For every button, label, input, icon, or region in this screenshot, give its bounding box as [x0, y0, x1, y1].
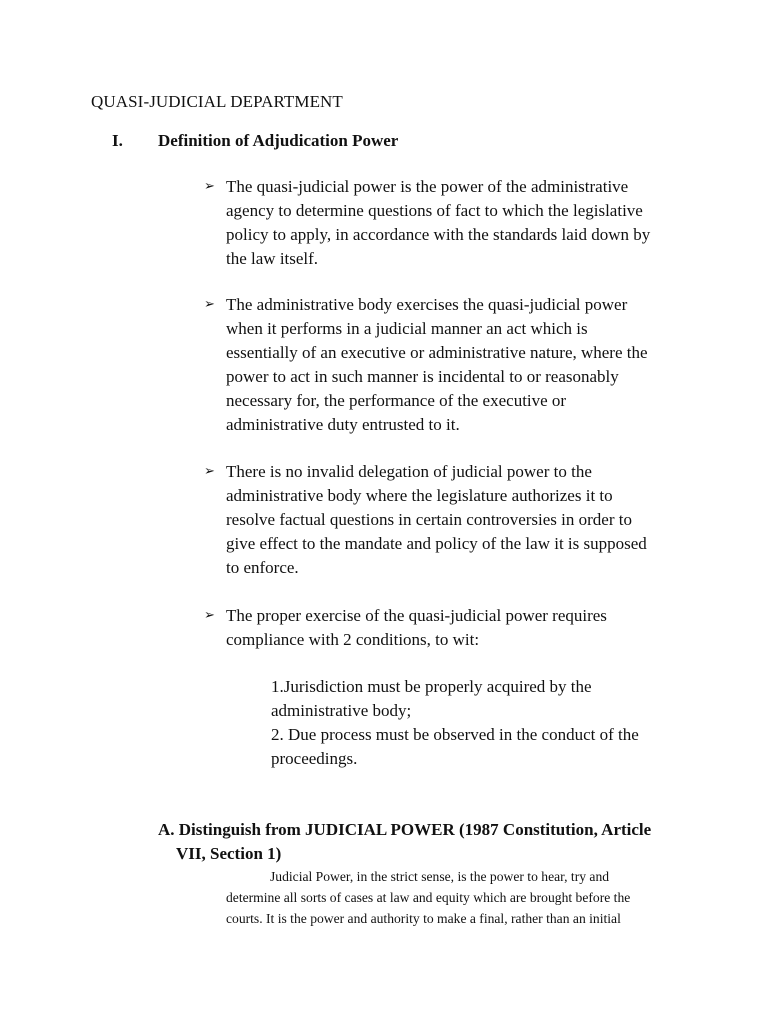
text-line: necessary for, the performance of the executive or — [226, 391, 567, 410]
text-line: to enforce. — [226, 558, 299, 577]
document-title: QUASI-JUDICIAL DEPARTMENT — [91, 92, 343, 111]
section-number: I. — [112, 131, 123, 150]
bullet-text — [226, 460, 686, 580]
text-line: There is no invalid delegation of judicial power to the — [226, 462, 592, 481]
text-line: compliance with 2 conditions, to wit: — [226, 630, 480, 649]
text-line: the law itself. — [226, 249, 319, 268]
text-line: resolve factual questions in certain controversies in order to — [226, 510, 632, 529]
text-line: administrative body where the legislature authorizes it to — [226, 486, 613, 505]
section-heading: Definition of Adjudication Power — [158, 131, 399, 150]
paragraph-line: courts. It is the power and authority to make a final, rather than an initial — [226, 911, 621, 926]
condition-line: administrative body; — [271, 701, 412, 720]
text-line: The proper exercise of the quasi-judicial power requires — [226, 606, 607, 625]
bullet-text — [226, 175, 686, 271]
text-line: when it performs in a judicial manner an act which is — [226, 319, 588, 338]
arrow-bullet-icon: ➢ — [204, 179, 215, 194]
text-line: essentially of an executive or administrative nature, where the — [226, 343, 648, 362]
text-line: agency to determine questions of fact to which the legislative — [226, 201, 643, 220]
text-line: power to act in such manner is incidental to or reasonably — [226, 367, 619, 386]
bullet-text — [226, 604, 686, 652]
text-line: administrative duty entrusted to it. — [226, 415, 460, 434]
body-paragraph — [226, 866, 686, 929]
subsection-line: VII, Section 1) — [176, 844, 282, 863]
subsection-heading — [158, 818, 698, 866]
condition-line: 1.Jurisdiction must be properly acquired by the — [271, 677, 592, 696]
condition-line: proceedings. — [271, 749, 358, 768]
subsection-line: A. Distinguish from JUDICIAL POWER (1987 Constitution, Article — [158, 820, 652, 839]
arrow-bullet-icon: ➢ — [204, 297, 215, 312]
paragraph-line: Judicial Power, in the strict sense, is the power to hear, try and — [270, 869, 610, 884]
bullet-text — [226, 293, 686, 437]
arrow-bullet-icon: ➢ — [204, 464, 215, 479]
paragraph-line: determine all sorts of cases at law and equity which are brought before the — [226, 890, 631, 905]
text-line: give effect to the mandate and policy of the law it is supposed — [226, 534, 647, 553]
arrow-bullet-icon: ➢ — [204, 608, 215, 623]
text-line: The quasi-judicial power is the power of the administrative — [226, 177, 629, 196]
conditions-list — [271, 675, 691, 771]
text-line: The administrative body exercises the quasi-judicial power — [226, 295, 628, 314]
text-line: policy to apply, in accordance with the standards laid down by — [226, 225, 651, 244]
condition-line: 2. Due process must be observed in the conduct of the — [271, 725, 639, 744]
